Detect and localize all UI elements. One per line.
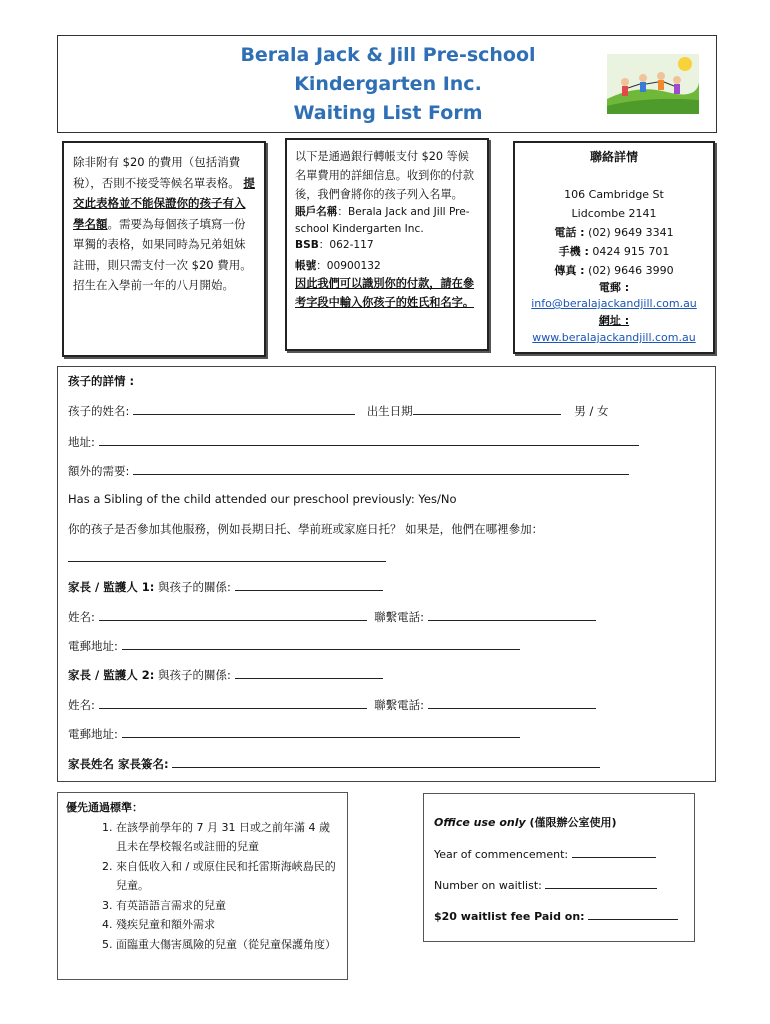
other-services-field[interactable] xyxy=(68,550,386,562)
mobile-label: 手機 : xyxy=(558,245,589,258)
parent2-name-row xyxy=(68,697,596,713)
parent2-row xyxy=(68,667,383,683)
phone-value: (02) 9649 3341 xyxy=(584,226,674,239)
year-row xyxy=(434,846,656,861)
needs-row xyxy=(68,463,629,479)
parent1-name-label: 姓名: xyxy=(68,610,95,624)
bsb-value: ：062-117 xyxy=(318,239,374,251)
list-item: 3. 有英語語言需求的兒童 xyxy=(116,896,339,916)
other-services-row xyxy=(68,550,386,565)
bsb-label: BSB xyxy=(295,239,319,251)
parent2-email-field[interactable] xyxy=(122,726,520,738)
needs-field[interactable] xyxy=(133,463,629,475)
contact-heading: 聯絡詳情 xyxy=(589,150,638,164)
parent2-phone-field[interactable] xyxy=(428,697,596,709)
other-services-question: 你的孩子是否參加其他服務，例如長期日托、學前班或家庭日托？ 如果是，他們在哪裡參加： xyxy=(68,522,544,536)
office-heading xyxy=(434,814,617,830)
office-heading-italic: Office use only xyxy=(434,816,526,829)
child-name-field[interactable] xyxy=(133,403,355,415)
bank-transfer-box xyxy=(285,138,489,351)
address-label: 地址: xyxy=(68,435,95,449)
parent1-email-field[interactable] xyxy=(122,638,520,650)
title-line-3: Waiting List Form xyxy=(293,102,483,124)
year-field[interactable] xyxy=(572,846,656,858)
no-guarantee-notice: 提交此表格並不能保證你的孩子有入學名額 xyxy=(73,175,255,231)
address-row xyxy=(68,434,639,450)
list-item: 5. 面臨重大傷害風險的兒童（從兒童保護角度） xyxy=(116,935,339,955)
needs-label: 額外的需要: xyxy=(68,464,130,478)
payment-reference-note: 因此我們可以識別你的付款，請在參考字段中輸入你孩子的姓氏和名字。 xyxy=(295,277,475,309)
parent1-phone-field[interactable] xyxy=(428,609,596,621)
phone-label: 電話 : xyxy=(554,226,585,239)
signature-field[interactable] xyxy=(172,756,600,768)
office-heading-rest: (僅限辦公室使用) xyxy=(525,816,617,829)
fee-paid-row xyxy=(434,908,678,923)
parent2-email-label: 電郵地址: xyxy=(68,727,118,741)
parent2-label: 家長 / 監護人 2: xyxy=(68,668,155,682)
account-number-value: ：00900132 xyxy=(316,259,381,272)
parent2-name-label: 姓名: xyxy=(68,698,95,712)
bank-intro: 以下是通過銀行轉帳支付 $20 等候名單費用的詳細信息。收到你的付款後，我們會將你的孩子列入名單。 xyxy=(295,150,475,201)
year-label: Year of commencement: xyxy=(434,848,569,861)
gender-option[interactable]: 男 / 女 xyxy=(574,404,609,418)
parent2-phone-label: 聯繫電話: xyxy=(374,698,425,712)
fee-notice-text: 除非附有 $20 的費用（包括消費稅），否則不接受等候名單表格。 xyxy=(73,155,241,190)
fee-notice-text-2: 。需要為每個孩子填寫一份單獨的表格，如果同時為兄弟姐妹註冊，則只需支付一次 $20 費用。招生在入學前一年的八月開始。 xyxy=(73,216,252,292)
parent1-relation-label: 與孩子的關係: xyxy=(154,580,231,594)
account-name-label: 賬戶名稱 xyxy=(295,206,338,218)
parent1-email-label: 電郵地址: xyxy=(68,639,118,653)
address-field[interactable] xyxy=(99,434,639,446)
contact-details-box xyxy=(513,141,715,354)
child-name-label: 孩子的姓名: xyxy=(68,404,130,418)
parent1-label: 家長 / 監護人 1: xyxy=(68,580,155,594)
parent1-relation-field[interactable] xyxy=(235,579,383,591)
list-item: 4. 殘疾兒童和額外需求 xyxy=(116,915,339,935)
office-use-box xyxy=(423,793,695,942)
list-item: 2. 來自低收入和 / 或原住民和托雷斯海峽島民的兒童。 xyxy=(116,857,339,896)
parent2-name-field[interactable] xyxy=(99,697,367,709)
title-line-1: Berala Jack & Jill Pre-school xyxy=(240,44,536,66)
website-link[interactable]: www.beralajackandjill.com.au xyxy=(532,331,696,344)
parent1-name-row xyxy=(68,609,596,625)
parent2-relation-field[interactable] xyxy=(235,667,383,679)
mobile-value: 0424 915 701 xyxy=(588,245,670,258)
fax-label: 傳真 : xyxy=(554,264,585,277)
priority-criteria-box xyxy=(57,792,348,980)
website-label: 網址 : xyxy=(598,314,630,327)
email-link[interactable]: info@beralajackandjill.com.au xyxy=(531,297,697,310)
section-title: 孩子的詳情 : xyxy=(68,374,135,388)
child-details-form xyxy=(57,366,716,782)
email-label: 電郵 : xyxy=(598,281,630,294)
contact-address: 106 Cambridge St Lidcombe 2141 xyxy=(564,188,664,220)
priority-heading: 優先通過標準： xyxy=(66,801,143,814)
signature-label: 家長姓名 家長簽名: xyxy=(68,757,169,771)
children-illustration-logo xyxy=(607,54,699,114)
sibling-question: Has a Sibling of the child attended our preschool previously: Yes/No xyxy=(68,492,457,506)
account-name-value: ：Berala Jack and Jill Pre-school Kindergarten Inc. xyxy=(295,206,470,235)
fee-notice-box xyxy=(62,141,266,357)
dob-field[interactable] xyxy=(413,403,561,415)
parent1-row xyxy=(68,579,383,595)
account-number-label: 帳號 xyxy=(295,259,317,272)
parent2-relation-label: 與孩子的關係: xyxy=(154,668,231,682)
title-line-2: Kindergarten Inc. xyxy=(294,73,482,95)
waitlist-label: Number on waitlist: xyxy=(434,879,542,892)
signature-row xyxy=(68,756,600,772)
parent1-name-field[interactable] xyxy=(99,609,367,621)
child-name-row xyxy=(68,403,609,419)
dob-label: 出生日期 xyxy=(366,404,413,418)
parent1-phone-label: 聯繫電話: xyxy=(374,610,425,624)
parent1-email-row xyxy=(68,638,520,654)
priority-list xyxy=(66,818,339,955)
waitlist-row xyxy=(434,877,657,892)
list-item: 1. 在該學前學年的 7 月 31 日或之前年滿 4 歲且未在學校報名或註冊的兒童 xyxy=(116,818,339,857)
fee-paid-label: $20 waitlist fee Paid on: xyxy=(434,910,585,923)
parent2-email-row xyxy=(68,726,520,742)
fax-value: (02) 9646 3990 xyxy=(584,264,674,277)
waitlist-field[interactable] xyxy=(545,877,657,889)
fee-paid-field[interactable] xyxy=(588,908,678,920)
